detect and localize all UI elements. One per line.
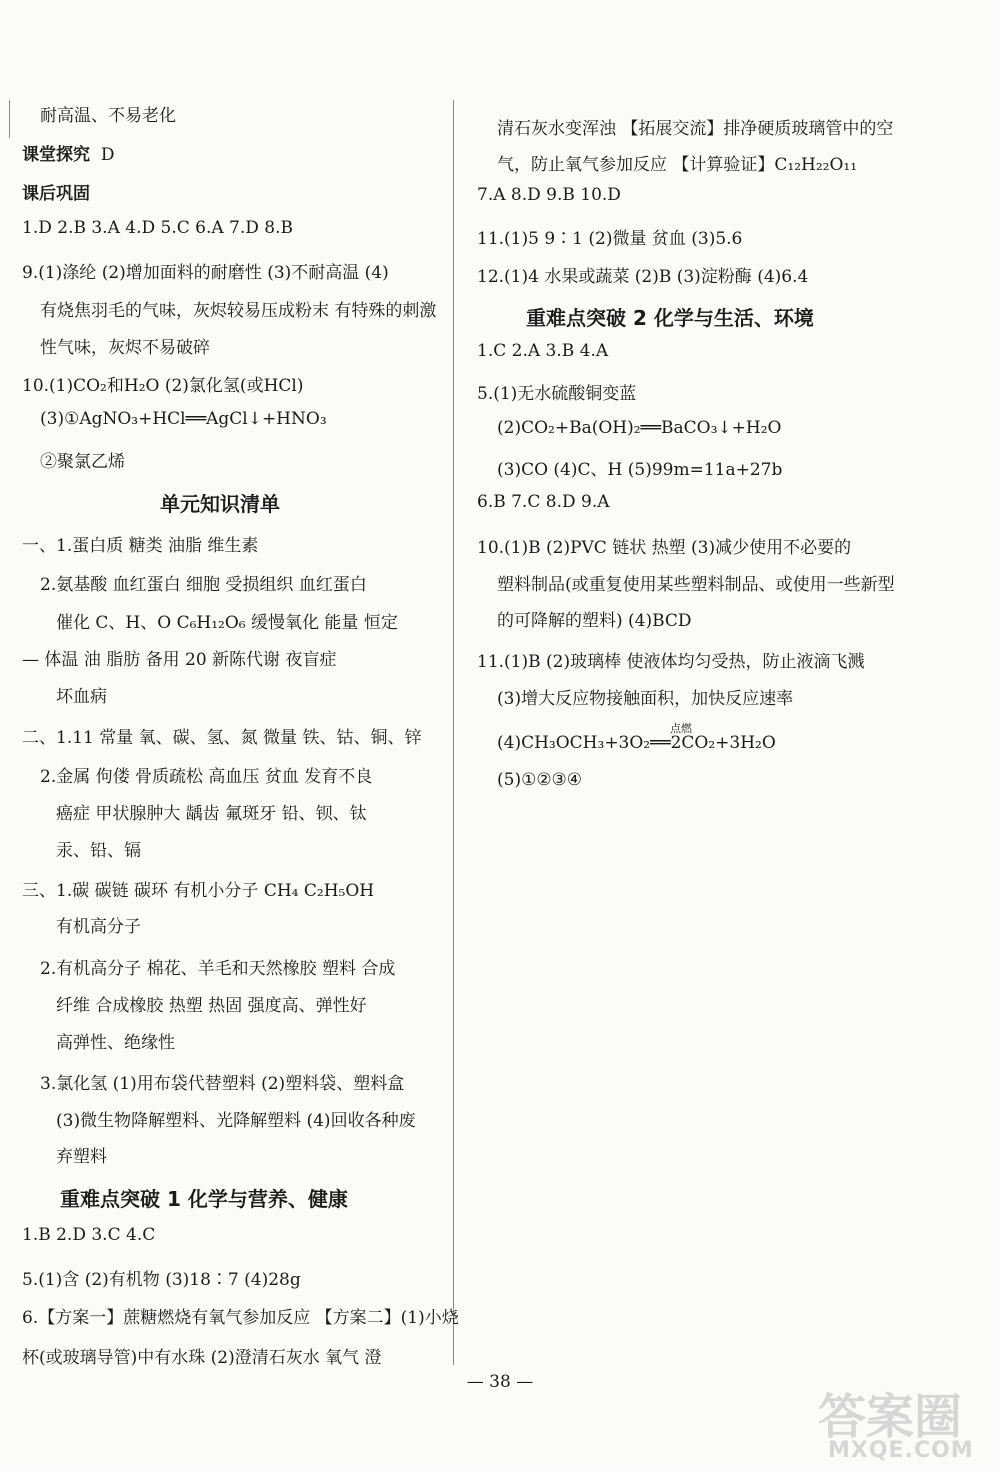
answer-line: 有机高分子 — [56, 917, 141, 937]
answer-line: 12.(1)4 水果或蔬菜 (2)B (3)淀粉酶 (4)6.4 — [477, 267, 809, 287]
section-label-classroom — [22, 140, 114, 165]
answer-line: (3)CO (4)C、H (5)99m=11a+27b — [497, 460, 783, 480]
equation-line: (3)①AgNO₃+HCl══AgCl↓+HNO₃ — [40, 409, 327, 429]
answer-line: 的可降解的塑料) (4)BCD — [497, 611, 692, 631]
left-margin-rule — [9, 100, 10, 138]
column-divider — [453, 100, 454, 1365]
answer-line: ②聚氯乙烯 — [40, 452, 125, 472]
answer-line: 有烧焦羽毛的气味，灰烬较易压成粉末 有特殊的刺激 — [40, 301, 437, 321]
answer-line: — 体温 油 脂肪 备用 20 新陈代谢 夜盲症 — [22, 650, 337, 670]
answer-line: (5)①②③④ — [497, 770, 583, 790]
page-number: — 38 — — [466, 1372, 534, 1392]
answer-line: 坏血病 — [56, 687, 107, 707]
section-heading-breakthrough-1: 重难点突破 1 化学与营养、健康 — [60, 1187, 348, 1211]
answer-line: 11.(1)5 9∶1 (2)微量 贫血 (3)5.6 — [477, 229, 743, 249]
section-heading-breakthrough-2: 重难点突破 2 化学与生活、环境 — [526, 306, 814, 330]
answer-line: 耐高温、不易老化 — [40, 106, 176, 126]
equation-line: (2)CO₂+Ba(OH)₂══BaCO₃↓+H₂O — [497, 418, 782, 438]
section-heading-unit-summary: 单元知识清单 — [160, 492, 280, 516]
equation-line: (4)CH₃OCH₃+3O₂══2CO₂+3H₂O — [497, 733, 776, 753]
section-label-after-class: 课后巩固 — [22, 184, 90, 204]
answer-line: 癌症 甲状腺肿大 龋齿 氟斑牙 铅、钡、钛 — [56, 804, 367, 824]
answer-line: 催化 C、H、O C₆H₁₂O₆ 缓慢氧化 能量 恒定 — [56, 613, 398, 633]
answer-value: D — [100, 145, 115, 165]
answer-line: 杯(或玻璃导管)中有水珠 (2)澄清石灰水 氧气 澄 — [22, 1348, 382, 1368]
answer-line: 弃塑料 — [56, 1147, 107, 1167]
answer-line: 清石灰水变浑浊 【拓展交流】排净硬质玻璃管中的空 — [497, 119, 894, 139]
answer-line: 1.D 2.B 3.A 4.D 5.C 6.A 7.D 8.B — [22, 218, 294, 238]
answer-line: 2.氨基酸 血红蛋白 细胞 受损组织 血红蛋白 — [40, 575, 367, 595]
answer-line: 汞、铅、镉 — [56, 841, 141, 861]
label-classroom-explore: 课堂探究 — [22, 145, 90, 165]
answer-line: 10.(1)B (2)PVC 链状 热塑 (3)减少使用不必要的 — [477, 538, 852, 558]
answer-line: 气，防止氧气参加反应 【计算验证】C₁₂H₂₂O₁₁ — [497, 155, 858, 175]
answer-line: (3)微生物降解塑料、光降解塑料 (4)回收各种废 — [56, 1111, 416, 1131]
answer-line: 9.(1)涤纶 (2)增加面料的耐磨性 (3)不耐高温 (4) — [22, 263, 389, 283]
answer-line: 性气味，灰烬不易破碎 — [40, 338, 210, 358]
answer-line: 3.氯化氢 (1)用布袋代替塑料 (2)塑料袋、塑料盒 — [40, 1074, 405, 1094]
answer-line: 11.(1)B (2)玻璃棒 使液体均匀受热，防止液滴飞溅 — [477, 652, 865, 672]
watermark-main-text: 答案圈 — [818, 1389, 963, 1445]
answer-line: 7.A 8.D 9.B 10.D — [477, 185, 621, 205]
answer-line: 6.【方案一】蔗糖燃烧有氧气参加反应 【方案二】(1)小烧 — [22, 1308, 459, 1328]
answer-line: (3)增大反应物接触面积，加快反应速率 — [497, 689, 794, 709]
watermark-url-text: MXQE.COM — [828, 1438, 974, 1463]
answer-line: 2.金属 佝偻 骨质疏松 高血压 贫血 发育不良 — [40, 767, 373, 787]
answer-line: 1.B 2.D 3.C 4.C — [22, 1225, 156, 1245]
watermark-logo — [800, 1378, 985, 1466]
answer-line: 二、1.11 常量 氧、碳、氢、氮 微量 铁、钴、铜、锌 — [22, 728, 422, 748]
answer-line: 三、1.碳 碳链 碳环 有机小分子 CH₄ C₂H₅OH — [22, 881, 375, 901]
answer-line: 5.(1)无水硫酸铜变蓝 — [477, 384, 637, 404]
answer-line: 塑料制品(或重复使用某些塑料制品、或使用一些新型 — [497, 575, 895, 595]
answer-line: 高弹性、绝缘性 — [56, 1033, 175, 1053]
answer-line: 1.C 2.A 3.B 4.A — [477, 341, 609, 361]
answer-line: 一、1.蛋白质 糖类 油脂 维生素 — [22, 536, 259, 556]
answer-line: 纤维 合成橡胶 热塑 热固 强度高、弹性好 — [56, 996, 367, 1016]
answer-line: 6.B 7.C 8.D 9.A — [477, 492, 610, 512]
answer-line: 10.(1)CO₂和H₂O (2)氯化氢(或HCl) — [22, 376, 304, 396]
answer-line: 2.有机高分子 棉花、羊毛和天然橡胶 塑料 合成 — [40, 959, 396, 979]
reaction-condition: 点燃 — [670, 722, 692, 735]
answer-line: 5.(1)含 (2)有机物 (3)18∶7 (4)28g — [22, 1270, 301, 1290]
